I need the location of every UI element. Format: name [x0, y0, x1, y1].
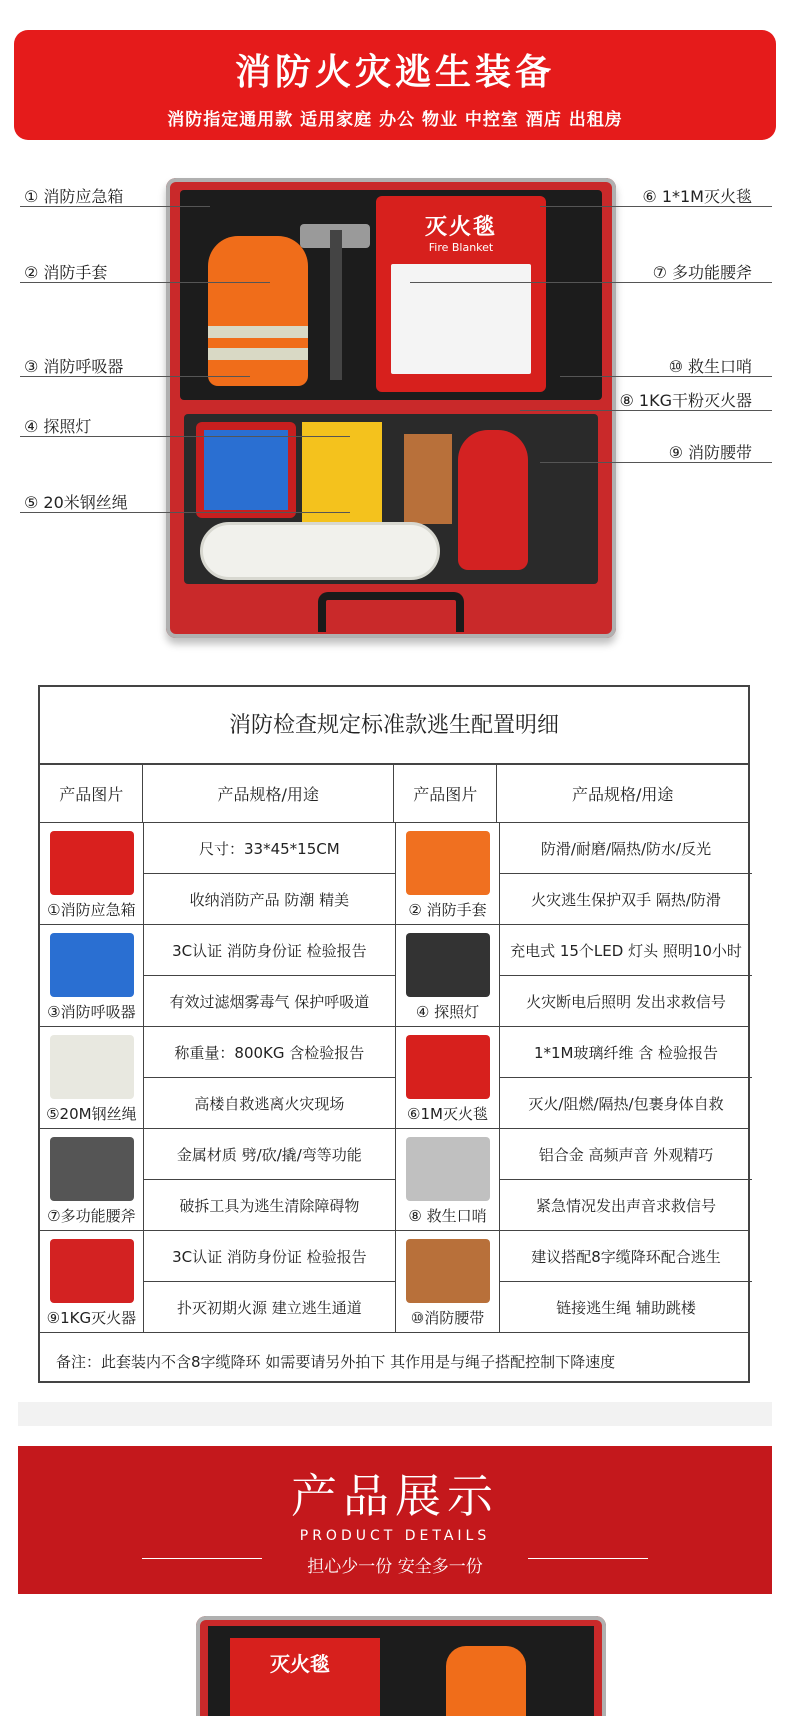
table-row [40, 823, 748, 925]
product-image [50, 933, 134, 997]
product-spec: 防滑/耐磨/隔热/防水/反光 [500, 823, 752, 874]
callout-case: ① 消防应急箱 [24, 187, 124, 206]
leader-line [20, 206, 210, 207]
spec-table [38, 685, 750, 1383]
product-image-cell [40, 925, 144, 1026]
product-image [50, 1035, 134, 1099]
product-image-cell [396, 823, 500, 924]
product-use: 高楼自救逃离火灾现场 [194, 1094, 345, 1113]
table-row [40, 1129, 748, 1231]
case-preview-image [196, 1616, 606, 1716]
torch-box-image [302, 422, 382, 522]
product-spec: 3C认证 消防身份证 检验报告 [144, 925, 395, 976]
product-cell-right [396, 925, 752, 1026]
product-spec-cell [144, 1231, 395, 1332]
fire-blanket-panel [391, 264, 531, 374]
preview-blanket-pouch: 灭火毯 [230, 1638, 380, 1716]
callout-whistle: ⑩ 救生口哨 [668, 357, 752, 376]
product-caption: ⑨1KG灭火器 [46, 1309, 137, 1327]
spec-table-title: 消防检查规定标准款逃生配置明细 [40, 687, 748, 765]
hero-subtitle: 消防指定通用款 适用家庭 办公 物业 中控室 酒店 出租房 [167, 110, 623, 130]
callout-belt: ⑨ 消防腰带 [668, 443, 752, 462]
product-use: 灭火/阻燃/隔热/包裹身体自救 [528, 1094, 724, 1113]
product-image [50, 1137, 134, 1201]
callout-gloves: ② 消防手套 [24, 263, 108, 282]
display-slogan: 担心少一份 安全多一份 [307, 1557, 483, 1577]
product-cell-left [40, 1231, 396, 1332]
product-caption: ⑩消防腰带 [410, 1309, 485, 1327]
product-use: 火灾断电后照明 发出求救信号 [526, 992, 726, 1011]
preview-gloves [446, 1646, 526, 1716]
product-image-cell [40, 1027, 144, 1128]
product-image [406, 933, 490, 997]
product-spec: 尺寸：33*45*15CM [144, 823, 395, 874]
product-use: 火灾逃生保护双手 隔热/防滑 [531, 890, 721, 909]
table-row [40, 1231, 748, 1333]
spec-table-note: 备注：此套装内不含8字缆降环 如需要请另外拍下 其作用是与绳子搭配控制下降速度 [56, 1352, 616, 1371]
leader-line [540, 462, 772, 463]
product-caption: ③消防呼吸器 [47, 1003, 136, 1021]
product-spec-cell [500, 1231, 752, 1332]
product-cell-left [40, 1129, 396, 1230]
product-caption: ⑤20M钢丝绳 [46, 1105, 137, 1123]
product-caption: ①消防应急箱 [47, 901, 136, 919]
fire-blanket-pouch [376, 196, 546, 392]
product-use: 扑灭初期火源 建立逃生通道 [176, 1298, 362, 1317]
header-image: 产品图片 [394, 765, 497, 822]
product-spec: 铝合金 高频声音 外观精巧 [500, 1129, 752, 1180]
leader-line [560, 376, 772, 377]
header-spec: 产品规格/用途 [572, 785, 674, 804]
leader-line [410, 282, 772, 283]
hero-title: 消防火灾逃生装备 [234, 52, 555, 93]
callout-axe: ⑦ 多功能腰斧 [652, 263, 752, 282]
product-cell-left [40, 1027, 396, 1128]
product-image [406, 1239, 490, 1303]
product-spec-cell [144, 1129, 395, 1230]
product-spec: 1*1M玻璃纤维 含 检验报告 [500, 1027, 752, 1078]
product-caption: ④ 探照灯 [415, 1003, 480, 1021]
product-image [406, 1035, 490, 1099]
emergency-case-image [166, 178, 616, 638]
spec-table-body [40, 823, 748, 1333]
callout-extinguisher: ⑧ 1KG干粉灭火器 [619, 391, 752, 410]
product-image [406, 831, 490, 895]
rope-image [200, 522, 440, 580]
product-spec: 充电式 15个LED 灯头 照明10小时 [500, 925, 752, 976]
product-caption: ⑥1M灭火毯 [407, 1105, 488, 1123]
product-use: 紧急情况发出声音求救信号 [535, 1196, 716, 1215]
product-image-cell [396, 1027, 500, 1128]
case-base [184, 414, 598, 584]
case-lid [180, 190, 602, 400]
leader-line [520, 410, 772, 411]
table-row [40, 1027, 748, 1129]
product-use: 有效过滤烟雾毒气 保护呼吸道 [169, 992, 370, 1011]
product-spec-cell [144, 925, 395, 1026]
product-caption: ② 消防手套 [408, 901, 487, 919]
product-spec-cell [144, 1027, 395, 1128]
product-image [406, 1137, 490, 1201]
product-image-cell [40, 1129, 144, 1230]
product-image-cell [396, 925, 500, 1026]
product-caption: ⑦多功能腰斧 [47, 1207, 136, 1225]
callout-rope: ⑤ 20米钢丝绳 [24, 493, 128, 512]
display-title-en: PRODUCT DETAILS [299, 1528, 491, 1544]
product-display-banner [18, 1446, 772, 1594]
product-image [50, 1239, 134, 1303]
leader-line [20, 376, 250, 377]
header-spec: 产品规格/用途 [143, 765, 394, 822]
product-image-cell [40, 823, 144, 924]
belt-image [404, 434, 452, 524]
product-image-cell [396, 1231, 500, 1332]
fire-blanket-title: 灭火毯 [424, 215, 497, 240]
slogan-rule-left [142, 1558, 262, 1559]
product-use: 破拆工具为逃生清除障碍物 [179, 1196, 360, 1215]
gloves-image [208, 236, 308, 386]
product-spec-cell [500, 823, 752, 924]
product-cell-right [396, 1027, 752, 1128]
display-title: 产品展示 [291, 1469, 499, 1523]
product-spec-cell [500, 1027, 752, 1128]
product-use: 链接逃生绳 辅助跳楼 [556, 1298, 696, 1317]
slogan-rule-right [528, 1558, 648, 1559]
leader-line [20, 512, 350, 513]
product-image-cell [40, 1231, 144, 1332]
axe-handle-image [330, 230, 342, 380]
product-spec-cell [500, 925, 752, 1026]
product-cell-left [40, 925, 396, 1026]
callout-torch: ④ 探照灯 [24, 417, 92, 436]
product-image-cell [396, 1129, 500, 1230]
product-cell-left [40, 823, 396, 924]
table-row [40, 925, 748, 1027]
fire-blanket-en: Fire Blanket [428, 241, 494, 254]
product-spec-cell [144, 823, 395, 924]
product-cell-right [396, 1231, 752, 1332]
product-use: 收纳消防产品 防潮 精美 [189, 890, 350, 909]
product-spec-cell [500, 1129, 752, 1230]
product-cell-right [396, 823, 752, 924]
product-cell-right [396, 1129, 752, 1230]
leader-line [20, 436, 350, 437]
callout-blanket: ⑥ 1*1M灭火毯 [642, 187, 752, 206]
divider-strip [18, 1402, 772, 1426]
extinguisher-image [458, 430, 528, 570]
callout-respirator: ③ 消防呼吸器 [24, 357, 124, 376]
product-spec: 建议搭配8字缆降环配合逃生 [500, 1231, 752, 1282]
leader-line [20, 282, 270, 283]
kit-illustration [0, 160, 790, 660]
product-spec: 金属材质 劈/砍/撬/弯等功能 [144, 1129, 395, 1180]
product-image [50, 831, 134, 895]
hero-banner [14, 30, 776, 140]
spec-table-header [40, 765, 748, 823]
product-caption: ⑧ 救生口哨 [408, 1207, 487, 1225]
product-spec: 称重量：800KG 含检验报告 [144, 1027, 395, 1078]
leader-line [540, 206, 772, 207]
product-spec: 3C认证 消防身份证 检验报告 [144, 1231, 395, 1282]
header-image: 产品图片 [40, 765, 143, 822]
case-handle [318, 592, 464, 632]
